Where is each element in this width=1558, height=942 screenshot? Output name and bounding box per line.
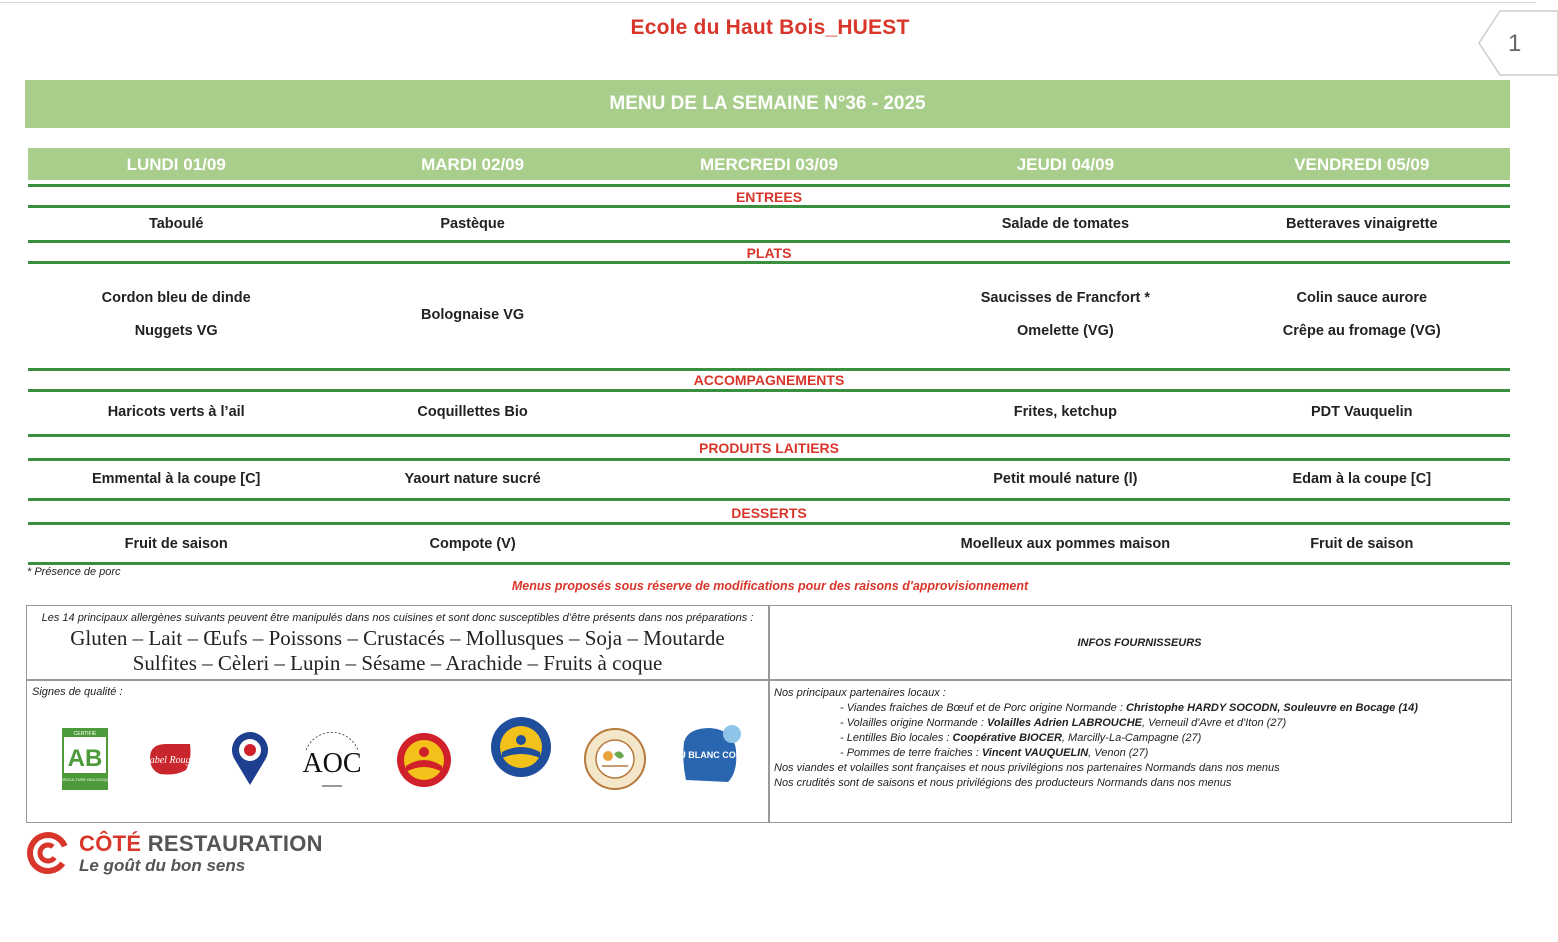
menu-item bbox=[621, 216, 917, 232]
menu-item: Cordon bleu de dinde bbox=[101, 290, 251, 306]
menu-item: Compote (V) bbox=[429, 536, 516, 552]
menu-item: Pastèque bbox=[440, 216, 505, 232]
cote-restauration-logo-icon bbox=[26, 831, 70, 880]
row-plats bbox=[28, 290, 1510, 339]
allergens-intro: Les 14 principaux allergènes suivants peuvent être manipulés dans nos cuisines et sont donc susceptibles d’être présents dans nos préparations : bbox=[41, 612, 754, 624]
menu-title: MENU DE LA SEMAINE N°36 - 2025 bbox=[25, 80, 1510, 128]
row-accompagnements bbox=[28, 404, 1510, 420]
hve-logo bbox=[584, 728, 646, 795]
day-header-row bbox=[28, 148, 1510, 180]
divider bbox=[28, 522, 1510, 525]
menu-cell bbox=[28, 290, 324, 339]
allergens-line: Gluten – Lait – Œufs – Poissons – Crustacés – Mollusques – Soja – Moutarde bbox=[70, 626, 725, 650]
menu-cell bbox=[324, 290, 620, 339]
ab-bio-logo bbox=[57, 728, 113, 795]
partners-note-viandes: Nos viandes et volailles sont françaises et nous privilégions nos partenaires Normands dans nos menus bbox=[774, 762, 1280, 774]
partners-intro: Nos principaux partenaires locaux : bbox=[774, 687, 946, 699]
ab-top-text: CERTIFIÉ bbox=[73, 731, 97, 737]
divider bbox=[28, 261, 1510, 264]
divider bbox=[28, 562, 1510, 565]
row-desserts bbox=[28, 536, 1510, 552]
ab-bottom-text: AGRICULTURE BIOLOGIQUE bbox=[57, 777, 113, 782]
label-rouge-text: label Rouge bbox=[146, 755, 196, 766]
menu-cell bbox=[917, 290, 1213, 339]
day-wednesday: MERCREDI 03/09 bbox=[700, 155, 838, 174]
bbc-text: BLEU BLANC COEUR bbox=[661, 750, 755, 760]
partners-note-crudites: Nos crudités sont de saisons et nous privilégions des producteurs Normands dans nos menus bbox=[774, 777, 1232, 789]
menu-item bbox=[621, 404, 917, 420]
brand-tagline: Le goût du bon sens bbox=[79, 856, 246, 875]
supply-warning: Menus proposés sous réserve de modifications pour des raisons d'approvisionnement bbox=[511, 579, 1029, 593]
day-thursday: JEUDI 04/09 bbox=[1016, 155, 1115, 174]
menu-item: Nuggets VG bbox=[134, 323, 218, 339]
ab-text: AB bbox=[67, 745, 103, 772]
menu-cell bbox=[1214, 290, 1510, 339]
allergens-line: Sulfites – Cèleri – Lupin – Sésame – Arachide – Fruits à coque bbox=[132, 651, 663, 675]
porc-note: * Présence de porc bbox=[27, 566, 121, 578]
menu-item: Omelette (VG) bbox=[1017, 323, 1114, 339]
divider bbox=[28, 389, 1510, 392]
divider bbox=[28, 184, 1510, 187]
menu-item: Moelleux aux pommes maison bbox=[960, 536, 1171, 552]
infos-fournisseurs-title: INFOS FOURNISSEURS bbox=[1077, 637, 1202, 649]
top-divider bbox=[0, 2, 1536, 3]
aop-logo bbox=[396, 732, 452, 793]
menu-item: Salade de tomates bbox=[1001, 216, 1130, 232]
menu-item: Coquillettes Bio bbox=[417, 404, 528, 420]
menu-item: Bolognaise VG bbox=[421, 307, 525, 323]
category-laitiers: PRODUITS LAITIERS bbox=[698, 440, 839, 456]
divider bbox=[28, 205, 1510, 208]
menu-item: Emmental à la coupe [C] bbox=[91, 471, 261, 487]
menu-item: Crêpe au fromage (VG) bbox=[1282, 323, 1441, 339]
local-pin-logo bbox=[230, 730, 270, 791]
menu-item: Frites, ketchup bbox=[1013, 404, 1117, 420]
menu-item bbox=[621, 536, 917, 552]
bleu-blanc-coeur-logo bbox=[661, 722, 755, 793]
quality-label: Signes de qualité : bbox=[32, 686, 123, 698]
menu-cell bbox=[621, 290, 917, 339]
partner-line: - Lentilles Bio locales : Coopérative BIOCER, Marcilly-La-Campagne (27) bbox=[840, 732, 1202, 744]
menu-item: PDT Vauquelin bbox=[1311, 404, 1413, 420]
partner-line: - Viandes fraiches de Bœuf et de Porc origine Normande : Christophe HARDY SOCODN, Souleuvre en Bocage (14) bbox=[840, 702, 1418, 714]
allergens-list bbox=[27, 626, 768, 676]
row-laitiers bbox=[28, 471, 1510, 487]
menu-item: Fruit de saison bbox=[124, 536, 228, 552]
divider bbox=[28, 434, 1510, 437]
day-monday: LUNDI 01/09 bbox=[126, 155, 226, 174]
category-accompagnements: ACCOMPAGNEMENTS bbox=[693, 372, 845, 388]
partners-text bbox=[774, 686, 1504, 791]
partner-line: - Volailles origine Normande : Volailles Adrien LABROUCHE, Verneuil d'Avre et d'Iton (27) bbox=[840, 717, 1287, 729]
category-entrees: ENTREES bbox=[735, 189, 803, 205]
menu-item bbox=[621, 471, 917, 487]
school-title: Ecole du Haut Bois_HUEST bbox=[630, 16, 910, 39]
aoc-text: AOC bbox=[302, 748, 362, 779]
day-friday: VENDREDI 05/09 bbox=[1294, 155, 1430, 174]
divider bbox=[28, 368, 1510, 371]
day-tuesday: MARDI 02/09 bbox=[421, 155, 525, 174]
menu-item: Haricots verts à l’ail bbox=[107, 404, 245, 420]
aoc-logo bbox=[300, 728, 364, 795]
menu-item: Colin sauce aurore bbox=[1296, 290, 1428, 306]
brand-name: CÔTÉ RESTAURATION bbox=[79, 831, 323, 856]
category-plats: PLATS bbox=[746, 245, 792, 261]
label-rouge-logo bbox=[146, 740, 194, 783]
divider bbox=[28, 458, 1510, 461]
menu-item: Petit moulé nature (l) bbox=[993, 471, 1138, 487]
menu-item: Betteraves vinaigrette bbox=[1286, 216, 1438, 232]
page-number: 1 bbox=[1508, 30, 1522, 57]
divider bbox=[28, 498, 1510, 501]
row-entrees bbox=[28, 216, 1510, 232]
category-desserts: DESSERTS bbox=[731, 505, 807, 521]
divider bbox=[28, 240, 1510, 243]
partner-line: - Pommes de terre fraiches : Vincent VAUQUELIN, Venon (27) bbox=[840, 747, 1149, 759]
page-number-badge[interactable] bbox=[1478, 10, 1558, 76]
igp-logo bbox=[490, 716, 552, 783]
menu-item: Yaourt nature sucré bbox=[404, 471, 541, 487]
menu-item: Fruit de saison bbox=[1310, 536, 1414, 552]
menu-item: Edam à la coupe [C] bbox=[1292, 471, 1432, 487]
menu-item: Taboulé bbox=[148, 216, 204, 232]
menu-item: Saucisses de Francfort * bbox=[980, 290, 1150, 306]
